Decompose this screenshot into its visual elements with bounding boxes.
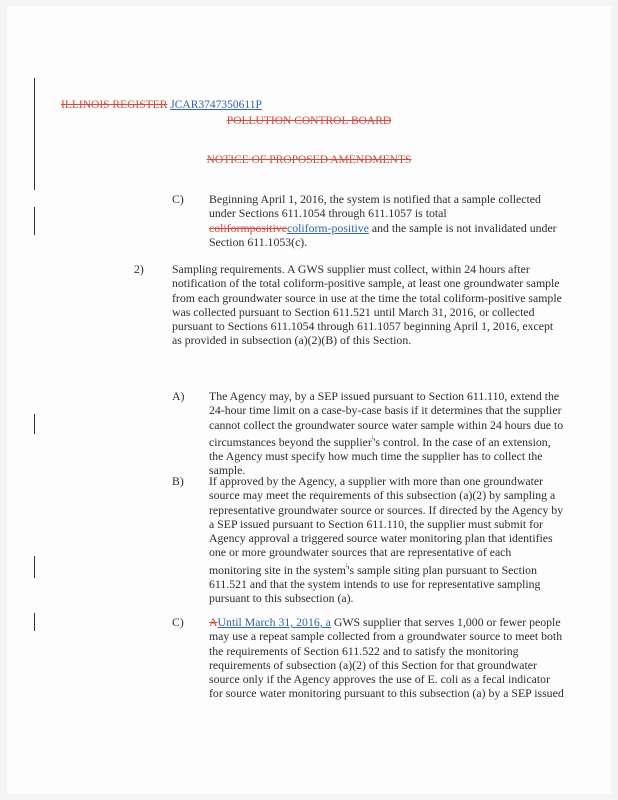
item-label-a: A) [172, 389, 185, 403]
paragraph-2: Sampling requirements. A GWS supplier must collect, within 24 hours after notification of the total coliform-positive sample, at least one groundwater sample from each groundwater source in use at the time the total coliform-positive sample was collected pursuant to Section 611.521 until March 31, 2016, or collected pursuant to Sections 611.1054 through 611.1057 beginning April 1, 2016, except as provided in subsection (a)(2)(B) of this Section. [172, 262, 562, 348]
change-bar [34, 613, 35, 631]
item-label-c2: C) [172, 615, 184, 629]
paragraph-c2: AUntil March 31, 2016, a GWS supplier that serves 1,000 or fewer people may use a repeat sample collected from a groundwater source to meet both the requirements of Section 611.522 and to satisfy the monitoring requirements of subsection (a)(2) of this Section for that groundwater source only if the Agency approves the use of E. coli as a fecal indicator for source water monitoring pursuant to this subsection (a) by a SEP issued [209, 615, 564, 701]
change-bar [34, 414, 35, 434]
register-inserted: JCAR3747350611P [170, 99, 262, 111]
item-label-b: B) [172, 474, 184, 488]
notice-title: NOTICE OF PROPOSED AMENDMENTS [206, 154, 412, 166]
item-label-2: 2) [134, 262, 144, 276]
change-bar [34, 556, 35, 578]
register-struck: ILLINOIS REGISTER [61, 99, 168, 111]
item-label-c: C) [172, 192, 184, 206]
paragraph-c1: Beginning April 1, 2016, the system is notified that a sample collected under Sections 611.1054 through 611.1057 is total coliformpositivecoliform-positive and the sample is not invalidated under Section 611.1053(c). [209, 192, 557, 249]
board-title: POLLUTION CONTROL BOARD [226, 115, 392, 127]
document-page [7, 6, 611, 794]
change-bar [34, 207, 35, 235]
paragraph-b: If approved by the Agency, a supplier with more than one groundwater source may meet the requirements of this subsection (a)(2) by sampling a representative groundwater source or sources. If directed by the Agency by a SEP issued pursuant to Section 611.110, the supplier must submit for Agency approval a triggered source water monitoring plan that identifies one or more groundwater sources that are representative of each monitoring site in the system''s sample siting plan pursuant to Section 611.521 and that the system intends to use for representative sampling pursuant to this subsection (a). [209, 474, 564, 606]
paragraph-a: The Agency may, by a SEP issued pursuant to Section 611.110, extend the 24-hour time limit on a case-by-case basis if it determines that the supplier cannot collect the groundwater source water sample within 24 hours due to circumstances beyond the supplier''s control. In the case of an extension, the Agency must specify how much time the supplier has to collect the sample. [209, 389, 564, 478]
change-bar [34, 78, 35, 190]
register-line [61, 98, 262, 112]
